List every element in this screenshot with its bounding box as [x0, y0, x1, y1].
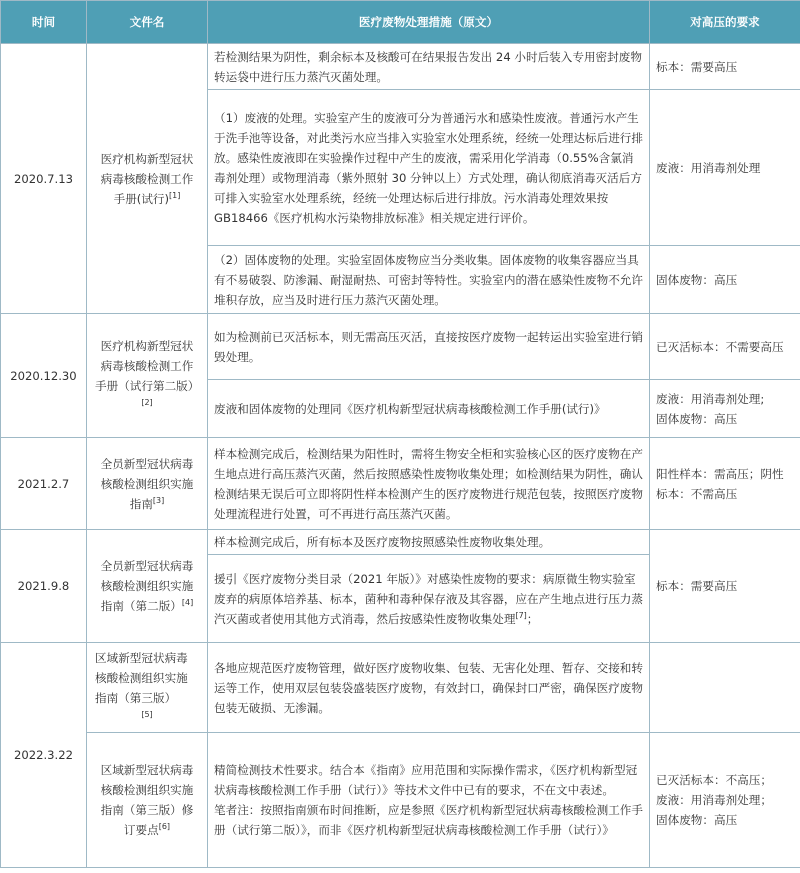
table-row [1, 314, 800, 380]
requirement-cell: 已灭活标本：不需要高压 [650, 314, 800, 380]
table-row [1, 438, 800, 530]
file-cell: 全员新型冠状病毒核酸检测组织实施指南[3] [87, 438, 208, 530]
table-row [1, 44, 800, 90]
measure-cell: 废液和固体废物的处理同《医疗机构新型冠状病毒核酸检测工作手册(试行)》 [208, 380, 650, 438]
requirement-cell: 已灭活标本：不高压； 废液：用消毒剂处理； 固体废物：高压 [650, 733, 800, 868]
requirement-cell: 标本：需要高压 [650, 44, 800, 90]
measure-cell: （2）固体废物的处理。实验室固体废物应当分类收集。固体废物的收集容器应当具有不易破裂、防渗漏、耐湿耐热、可密封等特性。实验室内的潜在感染性废物不允许堆积存放，应当及时进行压力蒸汽灭菌处理。 [208, 246, 650, 314]
measure-cell: 样本检测完成后，检测结果为阳性时，需将生物安全柜和实验核心区的医疗废物在产生地点进行高压蒸汽灭菌，然后按照感染性废物收集处理；如检测结果为阴性，确认检测结果无误后可立即将阴性样本检测产生的医疗废物进行规范包装，按照医疗废物处理流程进行处置，可不再进行高压蒸汽灭菌。 [208, 438, 650, 530]
header-file: 文件名 [87, 1, 208, 44]
file-cell: 医疗机构新型冠状病毒核酸检测工作手册(试行)[1] [87, 44, 208, 314]
header-measure: 医疗废物处理措施（原文） [208, 1, 650, 44]
table-row [1, 643, 800, 733]
measure-cell: 若检测结果为阴性，剩余标本及核酸可在结果报告发出 24 小时后装入专用密封废物转运袋中进行压力蒸汽灭菌处理。 [208, 44, 650, 90]
date-cell: 2021.9.8 [1, 530, 87, 643]
requirement-cell: 废液：用消毒剂处理; 固体废物：高压 [650, 380, 800, 438]
file-cell: 区域新型冠状病毒核酸检测组织实施指南（第三版） [5] [87, 643, 208, 733]
requirement-cell: 阳性样本：需高压；阴性标本：不需高压 [650, 438, 800, 530]
file-cell: 医疗机构新型冠状病毒核酸检测工作手册（试行第二版）[2] [87, 314, 208, 438]
measure-cell: （1）废液的处理。实验室产生的废液可分为普通污水和感染性废液。普通污水产生于洗手池等设备，对此类污水应当排入实验室水处理系统，经统一处理达标后进行排放。感染性废液即在实验操作过程中产生的废液，需采用化学消毒（0.55%含氯消毒剂处理）或物理消毒（紫外照射 30 分钟以上）方式处理，确认彻底消毒灭活后方可排入实验室水处理系统，经统一处理达标后进行排放。污水消毒处理效果按 GB18466《医疗机构水污染物排放标准》相关规定进行评价。 [208, 90, 650, 246]
file-cell: 全员新型冠状病毒核酸检测组织实施指南（第二版）[4] [87, 530, 208, 643]
measure-cell: 如为检测前已灭活标本，则无需高压灭活，直接按医疗废物一起转运出实验室进行销毁处理。 [208, 314, 650, 380]
measure-cell: 援引《医疗废物分类目录（2021 年版）》对感染性废物的要求：病原微生物实验室废弃的病原体培养基、标本，菌种和毒种保存液及其容器，应在产生地点进行压力蒸汽灭菌或者使用其他方式消毒，然后按感染性废物收集处理[7]； [208, 555, 650, 643]
table-row [1, 530, 800, 555]
measure-cell: 各地应规范医疗废物管理，做好医疗废物收集、包装、无害化处理、暂存、交接和转运等工作，使用双层包装袋盛装医疗废物，有效封口，确保封口严密，确保医疗废物包装无破损、无渗漏。 [208, 643, 650, 733]
requirement-cell [650, 643, 800, 733]
measure-cell: 样本检测完成后，所有标本及医疗废物按照感染性废物收集处理。 [208, 530, 650, 555]
table-row [1, 733, 800, 868]
date-cell: 2020.12.30 [1, 314, 87, 438]
requirement-cell: 废液：用消毒剂处理 [650, 90, 800, 246]
date-cell: 2020.7.13 [1, 44, 87, 314]
file-cell: 区域新型冠状病毒核酸检测组织实施指南（第三版）修订要点[6] [87, 733, 208, 868]
header-time: 时间 [1, 1, 87, 44]
requirement-cell: 固体废物：高压 [650, 246, 800, 314]
requirement-cell: 标本：需要高压 [650, 530, 800, 643]
date-cell: 2022.3.22 [1, 643, 87, 868]
measure-cell: 精简检测技术性要求。结合本《指南》应用范围和实际操作需求，《医疗机构新型冠状病毒核酸检测工作手册（试行）》等技术文件中已有的要求，不在文中表述。 笔者注：按照指南颁布时间推断，应是参照《医疗机构新型冠状病毒核酸检测工作手册（试行第二版）》，而非《医疗机构新型冠状病毒核酸检测工作手册（试行）》 [208, 733, 650, 868]
date-cell: 2021.2.7 [1, 438, 87, 530]
header-row [1, 1, 800, 44]
header-requirement: 对高压的要求 [650, 1, 800, 44]
